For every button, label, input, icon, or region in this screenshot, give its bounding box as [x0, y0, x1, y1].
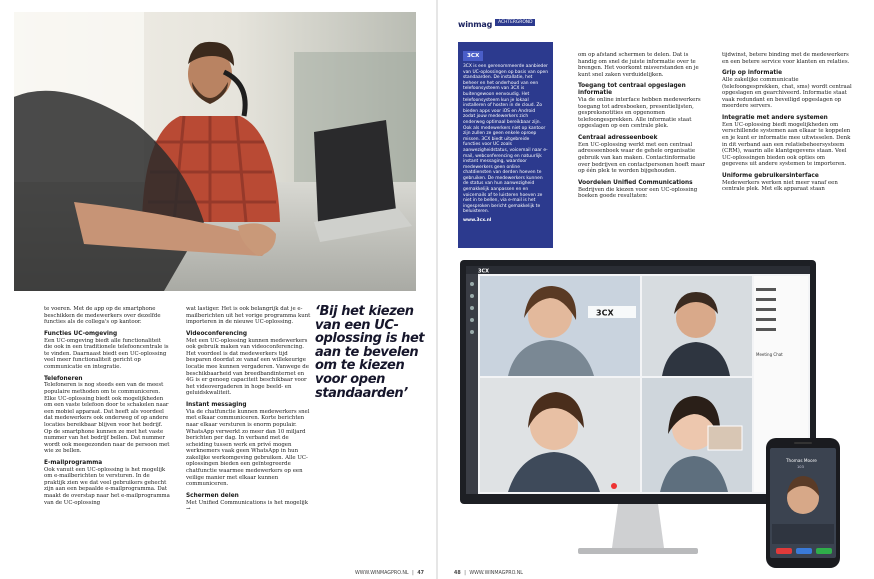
monitor-base: [578, 548, 698, 554]
left-page-number: 47: [417, 571, 424, 576]
rc1-p4: Bedrijven die kiezen voor een UC-oplossing boeken goede resultaten:: [578, 186, 698, 200]
heading-telefoneren: Telefoneren: [44, 375, 83, 382]
masthead: [458, 12, 535, 31]
phone-caller-name: Thomas Moore: [786, 458, 817, 463]
devices-illustration: [438, 258, 874, 579]
heading-e-mail: E-mailprogramma: [44, 459, 103, 466]
lc2-p2: Met een UC-oplossing kunnen medewerkers ook gebruik maken van videoconferencing. Het voordeel is dat medewerkers tijd besparen doordat ze vanaf een willekeurige locatie mee kunnen vergaderen. Vanwege de beschikbaarheid van breedbandinternet en 4G is er genoeg capaciteit beschikbaar voor het videovergaderen in hoge beeld- en geluidskwaliteit.: [186, 337, 309, 397]
rc1-p1: om op afstand schermen te delen. Dat is handig om snel de juiste informatie over te brengen. Het voorkomt misverstanden en je kunt snel zaken verduidelijken.: [578, 52, 699, 78]
decline-button: [776, 548, 792, 554]
heading-voordelen: Voordelen Unified Communications: [578, 179, 693, 186]
right-page-number: 48: [454, 571, 461, 576]
participant-row: [756, 308, 776, 311]
left-footer-url: WWW.WINMAGPRO.NL: [355, 571, 409, 576]
rc1-p3: Een UC-oplossing werkt met een centraal adresseenboek waar de gehele organisatie gebruik van kan maken. Contactinformatie over bedrijven en contactpersonen hoeft maar op één plek te worden bijgehouden.: [578, 141, 705, 175]
lc1-p3: Telefoneren is nog steeds een van de meest populaire methoden om te communiceren. Elke UC-oplossing biedt ook mogelijkheden om een vaste telefoon door te schakelen naar een mobiel apparaat. Dat heeft als voordeel dat medewerkers ook onderweg of op andere locaties bereikbaar blijven voor het bedrijf. Op de smartphone kunnen ze met het vaste nummer van het bedrijf bellen. Dat nummer wordt ook meegezonden naar de persoon met wie ze bellen.: [44, 382, 170, 455]
rail-icon: [470, 282, 474, 286]
rail-icon: [470, 294, 474, 298]
participant-row: [756, 288, 776, 291]
heading-uniforme: Uniforme gebruikersinterface: [722, 172, 819, 179]
rail-icon: [470, 330, 474, 334]
meeting-chat-label: Meeting Chat: [756, 352, 783, 357]
rail-icon: [470, 306, 474, 310]
rail-icon: [470, 318, 474, 322]
self-view-tile: [708, 426, 742, 450]
heading-adresseenboek: Centraal adresseenboek: [578, 134, 658, 141]
right-page: [438, 0, 874, 579]
left-page: [0, 0, 436, 579]
right-column-2: [722, 52, 852, 198]
rc2-p2: Alle zakelijke communicatie (telefoongesprekken, chat, sms) wordt centraal opgeslagen en gearchiveerd. Informatie staat vaak redundant en beveiligd opgeslagen op meerdere servers.: [722, 76, 852, 110]
lc1-p1: te voeren. Met de app op de smartphone beschikken de medewerkers over dezelfde functies als de collega's op kantoor.: [44, 306, 161, 326]
phone-speaker: [794, 442, 812, 444]
hangup-icon: [611, 483, 617, 489]
left-column-2: [186, 306, 312, 518]
lc1-p4: Ook vanuit een UC-oplossing is het mogelijk om e-mailberichten te versturen. In de praktijk zien we dat veel gebruikers gehecht zijn aan een bepaalde e-mailprogramma. Dat maakt de overstap naar het e-mailprogramma van de UC-oplossing: [44, 466, 170, 506]
app-logo-small: 3CX: [478, 268, 490, 275]
heading-grip: Grip op informatie: [722, 70, 783, 77]
right-footer: 48 | WWW.WINMAGPRO.NL: [454, 571, 523, 576]
sidebar-text: 3CX is een gerenommeerde aanbieder van UC-oplossingen op basis van open standaarden. De installatie, het beheer en het onderhoud van een telefoonsysteem van 3CX is buitengewoon eenvoudig. Het telefoonsysteem kun je lokaal installeren of hosten in de cloud. Zo bieden apps voor iOS en Android zodat jouw medewerkers zich onderweg optimaal bereikbaar zijn. Ook als medewerkers niet op kantoor zijn zullen ze geen enkele oproep missen. 3CX biedt uitgebreide functies voor UC zoals aanwezigheidstatus, voicemail naar e-mail, webconferencing en natuurlijk instant messaging, waardoor medewerkers geen online chatdiensten van derden hoeven te gebruiken. De medewerkers kunnen de status van hun aanwezigheid gemakkelijk aanpassen en en voicemails af te luisteren hoeven ze niet in te bellen, via e-mail is het ingesproken bericht gemakkelijk te beluisteren.: [463, 64, 548, 215]
office-photo-illustration: [14, 12, 416, 291]
rc2-p3: Een UC-oplossing biedt mogelijkheden om verschillende systemen aan elkaar te koppelen en je kunt er informatie mee uitwisselen. Denk in dit verband aan een relatiebeheersysteem (CRM), waarin alle klantgegevens staan. Veel UC-oplossingen bieden ook opties om gegevens uit andere systemen te importeren.: [722, 121, 851, 168]
magazine-logo: winmag: [458, 20, 493, 29]
right-column-1: [578, 52, 708, 205]
participant-row: [756, 328, 776, 331]
left-footer: WWW.WINMAGPRO.NL | 47: [355, 571, 424, 576]
heading-functies: Functies UC-omgeving: [44, 330, 118, 337]
3cx-sidebar: [458, 42, 553, 248]
left-column-1: [44, 306, 170, 511]
rc1-p2: Via de online interface hebben medewerkers toegang tot adresboeken, presentielijsten, gespreksnotities en opgenomen telefoongesprekken. Alle informatie staat opgeslagen op een centrale plek.: [578, 96, 701, 130]
lc2-p3: Via de chatfunctie kunnen medewerkers snel met elkaar communiceren. Korte berichten naar elkaar versturen is enorm populair. WhatsApp verwerkt zo meer dan 10 miljard berichten per dag. In verband met de scheiding tussen werk en privé mogen werknemers vaak geen WhatsApp in hun zakelijke werkomgeving gebruiken. Alle UC-oplossingen bieden een geïntegreerde chatfunctie waarmee medewerkers op een veilige manier met elkaar kunnen communiceren.: [186, 408, 310, 488]
right-footer-url: WWW.WINMAGPRO.NL: [469, 571, 523, 576]
heading-integratie: Integratie met andere systemen: [722, 114, 828, 121]
pull-quote: ‘Bij het kiezen van een UC-oplossing is het aan te bevelen om te kiezen voor open standaarden’: [315, 304, 425, 401]
accept-button: [816, 548, 832, 554]
monitor-stand: [612, 504, 664, 548]
rc2-p1: tijdwinst, betere binding met de medewerkers en een betere service voor klanten en relaties.: [722, 52, 850, 65]
participant-row: [756, 318, 776, 321]
section-label: ACHTERGROND: [495, 19, 535, 26]
center-app-logo: 3CX: [596, 308, 614, 318]
lc2-p1: wat lastiger. Het is ook belangrijk dat je e-mailberichten uit het vorige programma kunt importeren in de nieuwe UC-oplossing.: [186, 306, 311, 326]
message-button: [796, 548, 812, 554]
heading-toegang: Toegang tot centraal opgeslagen informatie: [578, 83, 686, 97]
heading-instant: Instant messaging: [186, 401, 247, 408]
heading-video: Videoconferencing: [186, 330, 248, 337]
rc2-p4: Medewerkers werken niet meer vanaf een centrale plek. Met elk apparaat staan: [722, 179, 838, 193]
sidebar-url: www.3cx.nl: [463, 218, 492, 224]
phone-actions: [772, 524, 834, 544]
app-topbar: [466, 266, 810, 274]
lc2-p4: Met Unified Communications is het mogelijk →: [186, 499, 308, 513]
heading-schermen: Schermen delen: [186, 492, 239, 499]
phone-caller-ext: 103: [797, 465, 804, 469]
participant-row: [756, 298, 776, 301]
monitor-and-phone: [438, 258, 874, 579]
lc1-p2: Een UC-omgeving biedt alle functionaliteit die ook in een traditionele telefooncentrale is te vinden. Daarnaast biedt een UC-oplossing veel meer functionaliteit gericht op communicatie en integratie.: [44, 337, 169, 370]
office-photo: [14, 12, 416, 291]
sidebar-tag: 3CX: [463, 51, 483, 61]
